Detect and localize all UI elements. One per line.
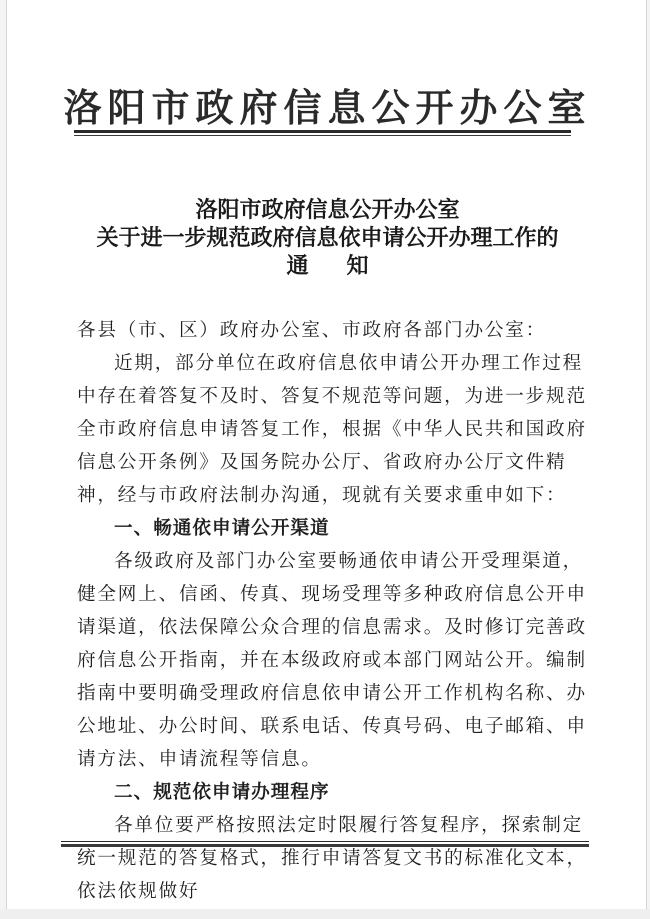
letterhead-organization: 洛阳市政府信息公开办公室 [63,86,592,130]
title-line-notice: 通知 [286,253,407,279]
document-page [6,0,647,909]
document-body [77,314,597,908]
section-paragraph-1: 各级政府及部门办公室要畅通依申请公开受理渠道，健全网上、信函、传真、现场受理等多种政府信息公开申请渠道，依法保障公众合理的信息需求。及时修订完善政府信息公开指南，并在本级政府或本部门网站公开。编制指南中要明确受理政府信息依申请公开工作机构名称、办公地址、办公时间、联系电话、传真号码、电子邮箱、申请方法、申请流程等信息。 [77,551,587,770]
section-heading-2: 二、规范依申请办理程序 [114,782,330,803]
footer-rule [61,841,589,847]
section-paragraph-2: 各单位要严格按照法定时限履行答复程序，探索制定统一规范的答复格式，推行申请答复文书的标准化文本，依法依规做好 [77,815,587,902]
title-line-issuer: 洛阳市政府信息公开办公室 [195,197,460,223]
document-title [7,196,648,280]
letterhead-rule [74,130,571,136]
page-bottom-margin [0,909,650,919]
intro-paragraph: 近期，部分单位在政府信息依申请公开办理工作过程中存在着答复不及时、答复不规范等问题，为进一步规范全市政府信息申请答复工作，根据《中华人民共和国政府信息公开条例》及国务院办公厅、省政府办公厅文件精神，经与市政府法制办沟通，现就有关要求重申如下： [77,353,587,506]
section-heading-1: 一、畅通依申请公开渠道 [114,518,330,539]
salutation: 各县（市、区）政府办公室、市政府各部门办公室： [77,320,547,341]
title-line-subject: 关于进一步规范政府信息依申请公开办理工作的 [96,225,559,251]
